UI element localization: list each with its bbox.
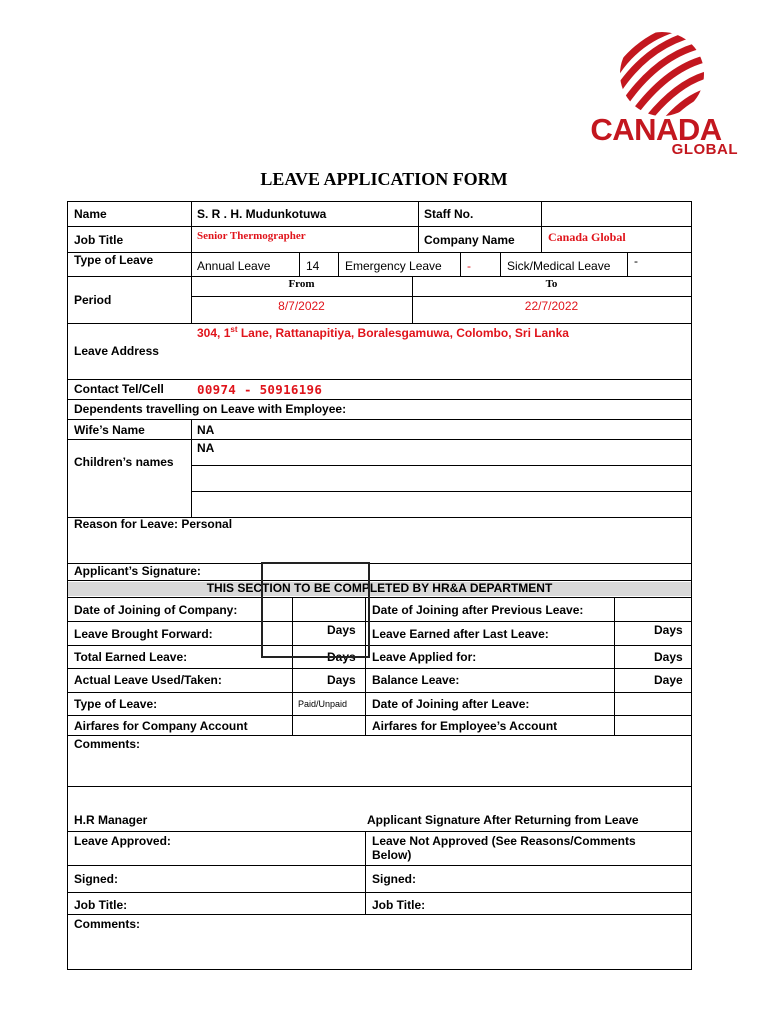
leave-brought-forward-unit: Days — [327, 623, 356, 637]
child-name-3[interactable] — [197, 495, 687, 513]
period-label: Period — [74, 293, 112, 307]
balance-leave-unit: Daye — [654, 673, 683, 687]
leave-not-approved-label: Leave Not Approved (See Reasons/Comments Below) — [372, 834, 636, 862]
child-name-1[interactable]: NA — [197, 441, 215, 455]
leave-address-value[interactable] — [197, 325, 569, 340]
logo-brand-subtitle: GLOBAL — [671, 141, 738, 158]
sick-leave-value[interactable]: - — [634, 254, 638, 268]
wife-name-label: Wife’s Name — [74, 423, 145, 437]
hr-type-of-leave-label: Type of Leave: — [74, 697, 158, 711]
job-title-value[interactable]: Senior Thermographer — [197, 230, 306, 242]
staff-no-label: Staff No. — [424, 207, 474, 221]
signed-left-label: Signed: — [74, 872, 118, 886]
name-label: Name — [74, 207, 107, 221]
leave-address-sup: st — [230, 325, 238, 334]
reason-for-leave[interactable]: Reason for Leave: Personal — [74, 517, 233, 531]
contact-value[interactable]: 00974 - 50916196 — [197, 382, 323, 397]
date-joining-after-prev-label: Date of Joining after Previous Leave: — [372, 603, 584, 617]
leave-earned-after-last-label: Leave Earned after Last Leave: — [372, 627, 549, 641]
leave-brought-forward-label: Leave Brought Forward: — [74, 627, 213, 641]
name-value[interactable]: S. R . H. Mudunkotuwa — [197, 207, 327, 221]
approval-comments-label: Comments: — [74, 917, 141, 931]
hr-manager-label: H.R Manager — [74, 813, 148, 827]
leave-address-part2: Lane, Rattanapitiya, Boralesgamuwa, Colombo, Sri Lanka — [237, 326, 569, 340]
leave-earned-after-last-unit: Days — [654, 623, 683, 637]
balance-leave-label: Balance Leave: — [372, 673, 460, 687]
leave-approved-label: Leave Approved: — [74, 834, 171, 848]
job-title-right-label: Job Title: — [372, 898, 426, 912]
overlay-selection-box — [261, 562, 370, 658]
applicant-after-return-label: Applicant Signature After Returning from Leave — [367, 813, 639, 827]
paid-unpaid-option[interactable]: Paid/Unpaid — [298, 699, 348, 709]
children-names-label: Children’s names — [74, 455, 174, 469]
sick-leave-label: Sick/Medical Leave — [507, 259, 611, 273]
period-from-label: From — [288, 278, 315, 290]
actual-leave-used-unit: Days — [327, 673, 356, 687]
period-to-label: To — [545, 278, 558, 290]
contact-label: Contact Tel/Cell — [74, 382, 164, 396]
job-title-left-label: Job Title: — [74, 898, 128, 912]
job-title-label: Job Title — [74, 233, 124, 247]
airfares-employee-label: Airfares for Employee’s Account — [372, 719, 558, 733]
annual-leave-value[interactable]: 14 — [306, 259, 320, 273]
wife-name-value[interactable]: NA — [197, 423, 215, 437]
date-joining-after-leave-label: Date of Joining after Leave: — [372, 697, 530, 711]
leave-address-part1: 304, 1 — [197, 326, 231, 340]
leave-address-label: Leave Address — [74, 344, 159, 358]
company-name-label: Company Name — [424, 233, 515, 247]
leave-applied-for-unit: Days — [654, 650, 683, 664]
company-name-value[interactable]: Canada Global — [548, 230, 626, 244]
total-earned-leave-unit: Days — [327, 650, 356, 664]
child-name-2[interactable] — [197, 469, 687, 487]
signed-right-label: Signed: — [372, 872, 416, 886]
form-title: LEAVE APPLICATION FORM — [260, 169, 508, 189]
date-joining-company-label: Date of Joining of Company: — [74, 603, 238, 617]
period-to-value[interactable]: 22/7/2022 — [524, 299, 579, 313]
annual-leave-label: Annual Leave — [197, 259, 271, 273]
leave-applied-for-label: Leave Applied for: — [372, 650, 477, 664]
emergency-leave-value[interactable]: - — [467, 259, 471, 273]
leave-type-label: Type of Leave — [74, 253, 154, 267]
dependents-heading: Dependents travelling on Leave with Employee: — [74, 402, 347, 416]
airfares-company-label: Airfares for Company Account — [74, 719, 248, 733]
logo-brand-name: CANADA — [590, 112, 722, 147]
staff-no-value[interactable] — [547, 207, 687, 223]
hr-comments-label: Comments: — [74, 737, 141, 751]
hr-section-banner-text: THIS SECTION TO BE COMPLETED BY HR&A DEPARTMENT — [206, 581, 553, 595]
actual-leave-used-label: Actual Leave Used/Taken: — [74, 673, 222, 687]
applicant-signature-label: Applicant’s Signature: — [74, 564, 201, 578]
period-from-value[interactable]: 8/7/2022 — [278, 299, 325, 313]
emergency-leave-label: Emergency Leave — [345, 259, 442, 273]
total-earned-leave-label: Total Earned Leave: — [74, 650, 188, 664]
